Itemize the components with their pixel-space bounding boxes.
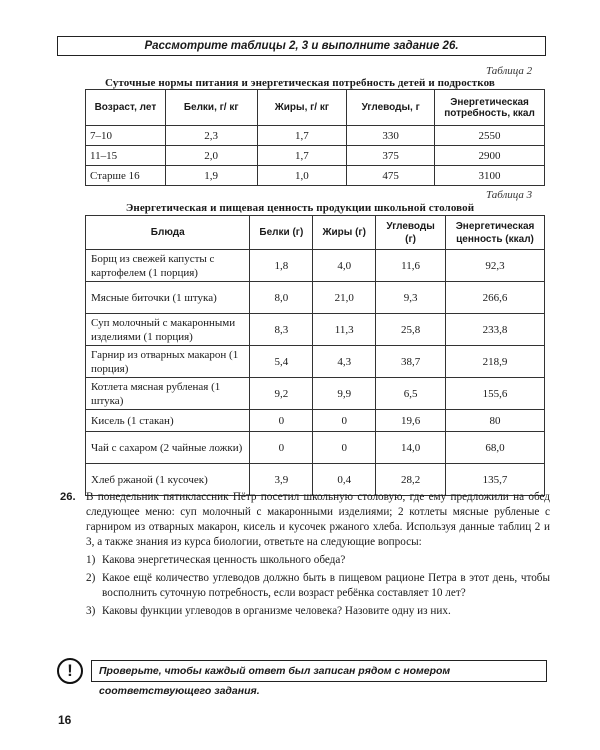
- table-row: [86, 282, 545, 314]
- table-cell: 2900: [435, 146, 545, 166]
- table-cell: 21,0: [313, 282, 376, 314]
- question-text: Какое ещё количество углеводов должно быть в пищевом рационе Петра в этот день, чтобы восполнить суточную потребность, если возраст ребёнка составляет 10 лет?: [102, 572, 550, 599]
- table3-header-cell: Белки (г): [250, 216, 313, 250]
- table3-header-row: [86, 216, 545, 250]
- table-row: [86, 432, 545, 464]
- table-cell: 28,2: [376, 464, 446, 496]
- table-cell: 233,8: [446, 314, 545, 346]
- table-cell: 4,3: [313, 346, 376, 378]
- notice-text: Проверьте, чтобы каждый ответ был записан рядом с номером соответствующего задания.: [91, 660, 547, 682]
- question-text: Какова энергетическая ценность школьного обеда?: [102, 554, 346, 566]
- table-cell: 2,0: [165, 146, 257, 166]
- question-item: [86, 571, 550, 601]
- table-cell: 9,2: [250, 378, 313, 410]
- table-cell: 1,7: [257, 146, 347, 166]
- table-cell: Суп молочный с макаронными изделиями (1 порция): [86, 314, 250, 346]
- table-cell: 38,7: [376, 346, 446, 378]
- table-cell: 1,9: [165, 166, 257, 186]
- table2-title: Суточные нормы питания и энергетическая потребность детей и подростков: [105, 77, 495, 89]
- table2-header-cell: Белки, г/ кг: [165, 90, 257, 126]
- table-cell: 5,4: [250, 346, 313, 378]
- table3-header-cell: Жиры (г): [313, 216, 376, 250]
- table-cell: 92,3: [446, 250, 545, 282]
- task-body: [86, 490, 550, 619]
- table-cell: 475: [347, 166, 435, 186]
- table-row: [86, 346, 545, 378]
- notice: [57, 660, 547, 697]
- table3-header-cell: Энергетическая ценность (ккал): [446, 216, 545, 250]
- table-row: [86, 410, 545, 432]
- question-item: [86, 553, 550, 568]
- table-cell: 1,0: [257, 166, 347, 186]
- table-cell: 1,7: [257, 126, 347, 146]
- table2-header-cell: Жиры, г/ кг: [257, 90, 347, 126]
- table-cell: 9,9: [313, 378, 376, 410]
- table-cell: 330: [347, 126, 435, 146]
- table3-header-cell: Углеводы (г): [376, 216, 446, 250]
- question-number: 1): [86, 554, 96, 566]
- question-number: 3): [86, 605, 96, 617]
- instruction-banner: Рассмотрите таблицы 2, 3 и выполните задание 26.: [57, 36, 546, 56]
- table-row: [86, 146, 545, 166]
- table3-header-cell: Блюда: [86, 216, 250, 250]
- table-cell: 7–10: [86, 126, 166, 146]
- table-cell: 135,7: [446, 464, 545, 496]
- table-cell: 14,0: [376, 432, 446, 464]
- table-cell: 0: [250, 432, 313, 464]
- question-item: [86, 604, 550, 619]
- table-cell: 11–15: [86, 146, 166, 166]
- table-cell: 0: [250, 410, 313, 432]
- table2-header-cell: Возраст, лет: [86, 90, 166, 126]
- table-cell: 11,3: [313, 314, 376, 346]
- table-cell: 4,0: [313, 250, 376, 282]
- table2-header-cell: Энергетическая потребность, ккал: [435, 90, 545, 126]
- table-cell: 2,3: [165, 126, 257, 146]
- table-cell: 8,0: [250, 282, 313, 314]
- table-cell: 80: [446, 410, 545, 432]
- table-cell: 375: [347, 146, 435, 166]
- table-cell: 25,8: [376, 314, 446, 346]
- table-cell: 3,9: [250, 464, 313, 496]
- table-cell: Старше 16: [86, 166, 166, 186]
- table-row: [86, 314, 545, 346]
- table-cell: 11,6: [376, 250, 446, 282]
- table-cell: Котлета мясная рубленая (1 штука): [86, 378, 250, 410]
- table-cell: 9,3: [376, 282, 446, 314]
- table-row: [86, 378, 545, 410]
- table-cell: Хлеб ржаной (1 кусочек): [86, 464, 250, 496]
- table-cell: 3100: [435, 166, 545, 186]
- table-cell: 2550: [435, 126, 545, 146]
- page-number: 16: [58, 713, 72, 727]
- task-text: В понедельник пятиклассник Пётр посетил школьную столовую, где ему предложили на обед следующее меню: суп молочный с макаронными изделиями; 2 котлеты мясные рубленые с гарниром из отварных макарон, кисель и кусочек ржаного хлеба. Используя данные таблиц 2 и 3, а также знания из курса биологии, ответьте на следующие вопросы:: [86, 491, 550, 548]
- table-cell: 0: [313, 432, 376, 464]
- table2-caption: Таблица 2: [486, 65, 533, 77]
- task-26: [60, 490, 550, 619]
- exclamation-icon: !: [57, 658, 83, 684]
- table-cell: Чай с сахаром (2 чайные ложки): [86, 432, 250, 464]
- table2-header-cell: Углеводы, г: [347, 90, 435, 126]
- table-cell: Кисель (1 стакан): [86, 410, 250, 432]
- table3-title: Энергетическая и пищевая ценность продукции школьной столовой: [125, 202, 475, 214]
- task-number: 26.: [60, 491, 76, 503]
- table-row: [86, 126, 545, 146]
- table-cell: Мясные биточки (1 штука): [86, 282, 250, 314]
- table3: [85, 215, 545, 496]
- table-row: [86, 166, 545, 186]
- table-cell: 1,8: [250, 250, 313, 282]
- table-cell: 218,9: [446, 346, 545, 378]
- table-cell: Борщ из свежей капусты с картофелем (1 порция): [86, 250, 250, 282]
- table-cell: 0,4: [313, 464, 376, 496]
- question-number: 2): [86, 572, 96, 584]
- table-cell: 68,0: [446, 432, 545, 464]
- table2: [85, 89, 545, 186]
- table-row: [86, 250, 545, 282]
- table-cell: 19,6: [376, 410, 446, 432]
- table-cell: Гарнир из отварных макарон (1 порция): [86, 346, 250, 378]
- table-cell: 8,3: [250, 314, 313, 346]
- table3-caption: Таблица 3: [486, 189, 533, 201]
- table-cell: 0: [313, 410, 376, 432]
- table-cell: 6,5: [376, 378, 446, 410]
- table-cell: 155,6: [446, 378, 545, 410]
- table-cell: 266,6: [446, 282, 545, 314]
- question-text: Каковы функции углеводов в организме человека? Назовите одну из них.: [102, 605, 451, 617]
- table2-header-row: [86, 90, 545, 126]
